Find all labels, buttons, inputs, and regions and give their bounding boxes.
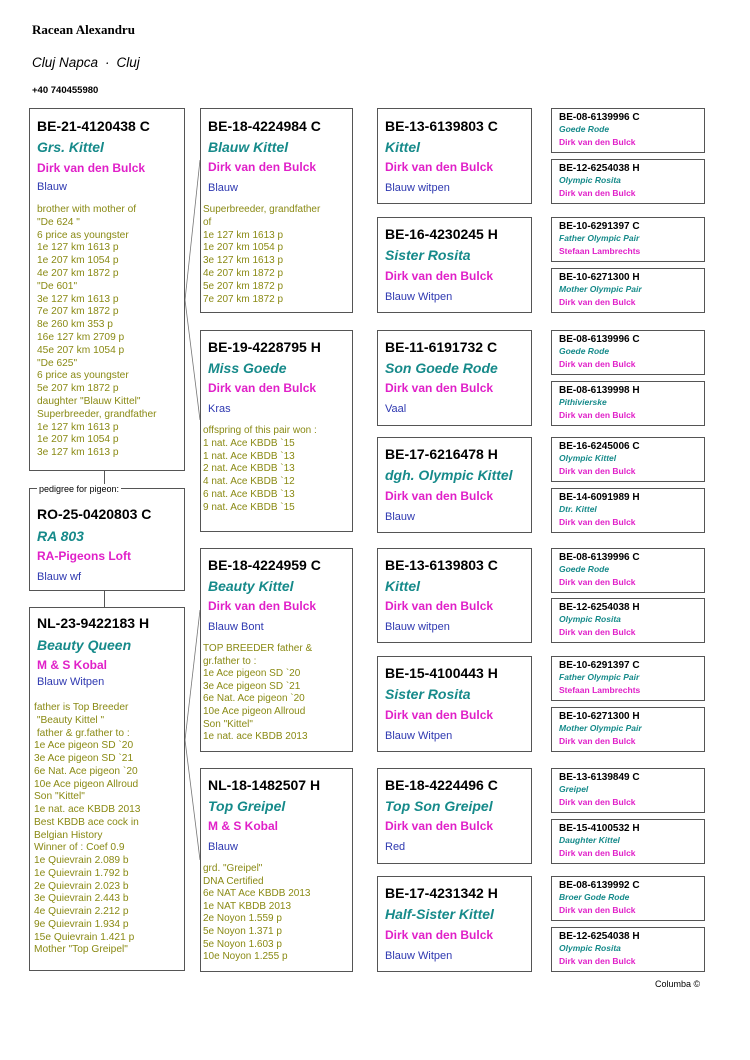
ring-number: BE-08-6139996 C	[559, 552, 640, 563]
grandparent-card[interactable]	[200, 108, 353, 313]
breeder-name: Dirk van den Bulck	[385, 819, 494, 833]
breeder-name: Dirk van den Bulck	[559, 137, 636, 147]
ring-number: BE-13-6139803 C	[385, 557, 498, 573]
breeder-name: Dirk van den Bulck	[559, 956, 636, 966]
breeder-name: Dirk van den Bulck	[208, 160, 317, 174]
ring-number: BE-16-4230245 H	[385, 226, 498, 242]
breeder-name: Dirk van den Bulck	[559, 848, 636, 858]
ancestor-card[interactable]	[551, 330, 705, 375]
ring-number: BE-15-4100532 H	[559, 823, 640, 834]
ancestor-card[interactable]	[551, 598, 705, 643]
ancestor-card[interactable]	[551, 768, 705, 813]
pigeon-color: Blauw	[385, 511, 415, 523]
breeder-name: Stefaan Lambrechts	[559, 246, 641, 256]
city: Cluj Napca	[32, 55, 99, 70]
great-grandparent-card[interactable]	[377, 217, 532, 313]
owner-name: Racean Alexandru	[32, 22, 135, 37]
ancestor-card[interactable]	[551, 108, 705, 153]
ancestor-card[interactable]	[551, 876, 705, 921]
pigeon-color: Blauw Witpen	[385, 730, 453, 742]
ring-number: BE-15-4100443 H	[385, 665, 498, 681]
pigeon-name: Father Olympic Pair	[559, 233, 640, 243]
ancestor-card[interactable]	[551, 707, 705, 752]
pigeon-notes: Superbreeder, grandfather of 1e 127 km 1613 p 1e 207 km 1054 p 3e 127 km 1613 p 4e 207 km 1872 p 5e 207 km 1872 p 7e 207 km 1872 p	[203, 204, 321, 305]
pedigree-label: pedigree for pigeon:	[39, 484, 120, 494]
pigeon-name: Sister Rosita	[385, 686, 471, 702]
pigeon-name: Beauty Queen	[37, 637, 132, 653]
breeder-name: Dirk van den Bulck	[559, 359, 636, 369]
pigeon-notes: father is Top Breeder "Beauty Kittel " father & gr.father to : 1e Ace pigeon SD `20 3e Ace pigeon SD `21 6e Nat. Ace pigeon `20 10e Ace pigeon Allroud Son "Kittel" 1e nat. ace KBDB 2013 Best KBDB ace cock in Belgian History Winner of : Coef 0.9 1e Quievrain 2.089 b 1e Quievrain 1.792 b 2e Quievrain 2.023 b 3e Quievrain 2.443 b 4e Quievrain 2.212 p 9e Quievrain 1.934 p 15e Quievrain 1.421 p Mother "Top Greipel"	[34, 702, 141, 956]
pigeon-color: Blauw Bont	[208, 621, 264, 633]
pigeon-color: Blauw	[37, 181, 67, 193]
ancestor-card[interactable]	[551, 217, 705, 262]
pigeon-notes: TOP BREEDER father & gr.father to : 1e Ace pigeon SD `20 3e Ace pigeon SD `21 6e Nat. Ace pigeon `20 10e Ace pigeon Allroud Son "Kittel" 1e nat. ace KBDB 2013	[203, 643, 313, 743]
pigeon-name: Greipel	[559, 784, 589, 794]
breeder-name: Dirk van den Bulck	[559, 627, 636, 637]
ring-number: BE-10-6271300 H	[559, 272, 640, 283]
grandparent-card[interactable]	[200, 548, 353, 752]
great-grandparent-card[interactable]	[377, 548, 532, 643]
pigeon-name: Blauw Kittel	[208, 139, 289, 155]
pigeon-name: Pithivierske	[559, 397, 607, 407]
breeder-name: Dirk van den Bulck	[559, 188, 636, 198]
great-grandparent-card[interactable]	[377, 330, 532, 426]
great-grandparent-card[interactable]	[377, 108, 532, 204]
pigeon-name: Father Olympic Pair	[559, 672, 640, 682]
sire-card[interactable]	[29, 108, 185, 471]
pigeon-notes: brother with mother of "De 624 " 6 price as youngster 1e 127 km 1613 p 1e 207 km 1054 p 4e 207 km 1872 p "De 601" 3e 127 km 1613 p 7e 207 km 1872 p 8e 260 km 353 p 16e 127 km 2709 p 45e 207 km 1054 p "De 625" 6 price as youngster 5e 207 km 1872 p daughter "Blauw Kittel" Superbreeder, grandfather 1e 127 km 1613 p 1e 207 km 1054 p 3e 127 km 1613 p	[37, 204, 157, 459]
ring-number: BE-21-4120438 C	[37, 118, 150, 134]
pigeon-name: Top Son Greipel	[385, 798, 493, 814]
subject-card[interactable]	[29, 488, 185, 591]
great-grandparent-card[interactable]	[377, 656, 532, 752]
ancestor-card[interactable]	[551, 159, 705, 204]
pigeon-notes: offspring of this pair won : 1 nat. Ace KBDB `15 1 nat. Ace KBDB `13 2 nat. Ace KBDB `13 4 nat. Ace KBDB `12 6 nat. Ace KBDB `13 9 nat. Ace KBDB `15	[203, 425, 317, 513]
breeder-name: M & S Kobal	[37, 658, 108, 672]
pigeon-name: Daughter Kittel	[559, 835, 620, 845]
location-separator: ·	[105, 55, 110, 70]
ring-number: BE-10-6271300 H	[559, 711, 640, 722]
pigeon-name: Son Goede Rode	[385, 360, 498, 376]
ring-number: BE-13-6139803 C	[385, 118, 498, 134]
pigeon-name: RA 803	[37, 528, 84, 544]
pigeon-color: Blauw	[208, 841, 238, 853]
ring-number: BE-18-4224984 C	[208, 118, 321, 134]
breeder-name: RA-Pigeons Loft	[37, 549, 131, 563]
footer-credit: Columba ©	[655, 979, 701, 989]
breeder-name: Stefaan Lambrechts	[559, 685, 641, 695]
breeder-name: M & S Kobal	[208, 819, 279, 833]
breeder-name: Dirk van den Bulck	[385, 928, 494, 942]
ring-number: BE-18-4224959 C	[208, 557, 321, 573]
ring-number: BE-12-6254038 H	[559, 931, 640, 942]
pigeon-color: Blauw wf	[37, 571, 82, 583]
ancestor-card[interactable]	[551, 268, 705, 313]
ring-number: BE-12-6254038 H	[559, 602, 640, 613]
ring-number: BE-12-6254038 H	[559, 163, 640, 174]
breeder-name: Dirk van den Bulck	[559, 466, 636, 476]
pigeon-color: Blauw	[208, 182, 238, 194]
ring-number: RO-25-0420803 C	[37, 506, 152, 522]
breeder-name: Dirk van den Bulck	[385, 160, 494, 174]
pigeon-name: Olympic Rosita	[559, 175, 621, 185]
pigeon-name: Olympic Rosita	[559, 943, 621, 953]
pigeon-color: Vaal	[385, 403, 407, 415]
ring-number: BE-11-6191732 C	[385, 339, 498, 355]
pigeon-name: Dtr. Kittel	[559, 504, 597, 514]
ring-number: BE-13-6139849 C	[559, 772, 640, 783]
ring-number: NL-23-9422183 H	[37, 615, 150, 631]
grandparent-card[interactable]	[200, 330, 353, 532]
pigeon-name: Broer Gode Rode	[559, 892, 630, 902]
breeder-name: Dirk van den Bulck	[385, 599, 494, 613]
breeder-name: Dirk van den Bulck	[208, 381, 317, 395]
breeder-name: Dirk van den Bulck	[385, 381, 494, 395]
pigeon-color: Red	[385, 841, 406, 853]
ancestor-card[interactable]	[551, 656, 705, 701]
pigeon-color: Blauw witpen	[385, 621, 450, 633]
ring-number: BE-18-4224496 C	[385, 777, 498, 793]
pigeon-name: Goede Rode	[559, 564, 610, 574]
pigeon-color: Blauw Witpen	[385, 950, 453, 962]
breeder-name: Dirk van den Bulck	[559, 410, 636, 420]
ring-number: BE-14-6091989 H	[559, 492, 640, 503]
breeder-name: Dirk van den Bulck	[559, 517, 636, 527]
ancestor-card[interactable]	[551, 437, 705, 482]
grandparent-card[interactable]	[200, 768, 353, 972]
pigeon-name: Olympic Rosita	[559, 614, 621, 624]
ring-number: BE-19-4228795 H	[208, 339, 321, 355]
breeder-name: Dirk van den Bulck	[208, 599, 317, 613]
owner-phone: +40 740455980	[32, 85, 99, 96]
ring-number: BE-08-6139992 C	[559, 880, 640, 891]
ring-number: BE-16-6245006 C	[559, 441, 640, 452]
breeder-name: Dirk van den Bulck	[559, 736, 636, 746]
great-grandparent-card[interactable]	[377, 876, 532, 972]
pigeon-name: Grs. Kittel	[37, 139, 104, 155]
pigeon-color: Blauw Witpen	[37, 676, 105, 688]
pigeon-name: Miss Goede	[208, 360, 287, 376]
great-grandparent-card[interactable]	[377, 768, 532, 864]
ring-number: BE-17-6216478 H	[385, 446, 498, 462]
pigeon-name: Beauty Kittel	[208, 578, 294, 594]
ring-number: NL-18-1482507 H	[208, 777, 321, 793]
pigeon-name: Goede Rode	[559, 124, 610, 134]
ancestor-card[interactable]	[551, 381, 705, 426]
pigeon-name: Kittel	[385, 578, 420, 594]
ancestor-card[interactable]	[551, 927, 705, 972]
breeder-name: Dirk van den Bulck	[559, 297, 636, 307]
pigeon-name: Half-Sister Kittel	[385, 906, 494, 922]
pigeon-name: Mother Olympic Pair	[559, 284, 642, 294]
breeder-name: Dirk van den Bulck	[559, 577, 636, 587]
ring-number: BE-08-6139996 C	[559, 112, 640, 123]
breeder-name: Dirk van den Bulck	[385, 489, 494, 503]
ring-number: BE-08-6139998 H	[559, 385, 640, 396]
ring-number: BE-08-6139996 C	[559, 334, 640, 345]
breeder-name: Dirk van den Bulck	[385, 708, 494, 722]
breeder-name: Dirk van den Bulck	[559, 905, 636, 915]
region: Cluj	[116, 55, 140, 70]
pigeon-name: Mother Olympic Pair	[559, 723, 642, 733]
pigeon-name: Sister Rosita	[385, 247, 471, 263]
pigeon-name: Goede Rode	[559, 346, 610, 356]
breeder-name: Dirk van den Bulck	[559, 797, 636, 807]
ring-number: BE-10-6291397 C	[559, 221, 640, 232]
pigeon-color: Kras	[208, 403, 231, 415]
pigeon-color: Blauw witpen	[385, 182, 450, 194]
breeder-name: Dirk van den Bulck	[37, 161, 146, 175]
pigeon-name: Olympic Kittel	[559, 453, 617, 463]
ancestor-card[interactable]	[551, 548, 705, 593]
pigeon-name: Kittel	[385, 139, 420, 155]
pigeon-notes: grd. "Greipel" DNA Certified 6e NAT Ace KBDB 2013 1e NAT KBDB 2013 2e Noyon 1.559 p 5e Noyon 1.371 p 5e Noyon 1.603 p 10e Noyon 1.255 p	[203, 863, 311, 963]
pigeon-color: Blauw Witpen	[385, 291, 453, 303]
breeder-name: Dirk van den Bulck	[385, 269, 494, 283]
ancestor-card[interactable]	[551, 488, 705, 533]
ancestor-card[interactable]	[551, 819, 705, 864]
ring-number: BE-17-4231342 H	[385, 885, 498, 901]
ring-number: BE-10-6291397 C	[559, 660, 640, 671]
dam-card[interactable]	[29, 607, 185, 971]
great-grandparent-card[interactable]	[377, 437, 532, 533]
pigeon-name: dgh. Olympic Kittel	[385, 467, 513, 483]
pigeon-name: Top Greipel	[208, 798, 286, 814]
